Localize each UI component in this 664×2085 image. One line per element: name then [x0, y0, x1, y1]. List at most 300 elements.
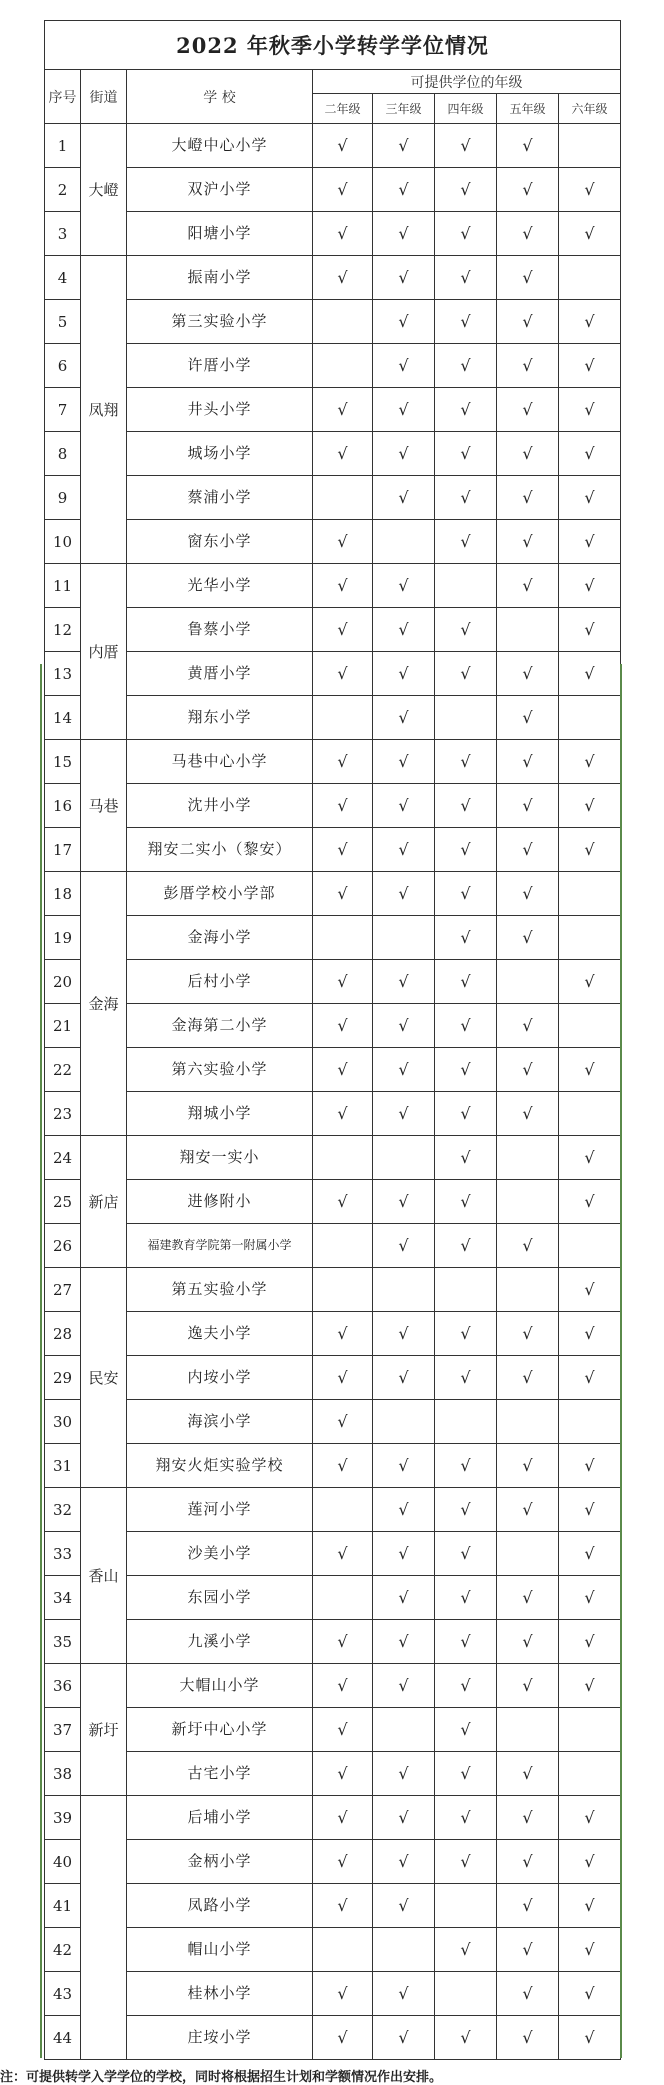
- grade-3-cell: [373, 1356, 435, 1400]
- grade-6-cell: [559, 652, 621, 696]
- grade-5-cell: [497, 828, 559, 872]
- check-mark-icon: √: [522, 224, 533, 243]
- grade-6-cell: [559, 168, 621, 212]
- grade-4-cell: [435, 1092, 497, 1136]
- grade-2-cell: [313, 696, 373, 740]
- school-seat-table-container: [44, 20, 620, 2060]
- check-mark-icon: √: [337, 400, 348, 419]
- grade-6-cell: [559, 1664, 621, 1708]
- grade-2-cell: [313, 1796, 373, 1840]
- school-name: 新圩中心小学: [127, 1708, 313, 1752]
- check-mark-icon: √: [337, 1456, 348, 1475]
- grade-6-cell: [559, 1092, 621, 1136]
- check-mark-icon: √: [337, 1720, 348, 1739]
- grade-4-cell: [435, 1136, 497, 1180]
- grade-4-cell: [435, 564, 497, 608]
- check-mark-icon: √: [522, 1060, 533, 1079]
- check-mark-icon: √: [337, 664, 348, 683]
- check-mark-icon: √: [460, 180, 471, 199]
- check-mark-icon: √: [522, 180, 533, 199]
- grade-2-cell: [313, 124, 373, 168]
- grade-6-cell: [559, 960, 621, 1004]
- grade-6-cell: [559, 388, 621, 432]
- check-mark-icon: √: [584, 2028, 595, 2047]
- grade-5-cell: [497, 1488, 559, 1532]
- row-number: 13: [45, 652, 81, 696]
- table-row: [45, 1444, 621, 1488]
- check-mark-icon: √: [584, 356, 595, 375]
- row-number: 8: [45, 432, 81, 476]
- table-row: [45, 168, 621, 212]
- grade-4-cell: [435, 696, 497, 740]
- grade-2-cell: [313, 1312, 373, 1356]
- row-number: 43: [45, 1972, 81, 2016]
- check-mark-icon: √: [522, 1808, 533, 1827]
- header-grades-group: 可提供学位的年级: [313, 70, 621, 94]
- grade-3-cell: [373, 388, 435, 432]
- table-row: [45, 344, 621, 388]
- grade-2-cell: [313, 1576, 373, 1620]
- row-number: 36: [45, 1664, 81, 1708]
- grade-5-cell: [497, 784, 559, 828]
- grade-2-cell: [313, 256, 373, 300]
- grade-5-cell: [497, 608, 559, 652]
- grade-6-cell: [559, 212, 621, 256]
- grade-5-cell: [497, 1884, 559, 1928]
- grade-4-cell: [435, 1796, 497, 1840]
- grade-5-cell: [497, 872, 559, 916]
- check-mark-icon: √: [522, 1500, 533, 1519]
- table-row: [45, 300, 621, 344]
- check-mark-icon: √: [584, 1192, 595, 1211]
- grade-2-cell: [313, 520, 373, 564]
- grade-5-cell: [497, 1400, 559, 1444]
- check-mark-icon: √: [398, 356, 409, 375]
- check-mark-icon: √: [460, 1456, 471, 1475]
- check-mark-icon: √: [398, 1764, 409, 1783]
- check-mark-icon: √: [398, 1192, 409, 1211]
- check-mark-icon: √: [398, 1368, 409, 1387]
- grade-6-cell: [559, 1400, 621, 1444]
- grade-4-cell: [435, 1004, 497, 1048]
- check-mark-icon: √: [522, 1368, 533, 1387]
- table-row: [45, 1972, 621, 2016]
- grade-6-cell: [559, 1004, 621, 1048]
- grade-5-cell: [497, 476, 559, 520]
- school-name: 窗东小学: [127, 520, 313, 564]
- table-row: [45, 1664, 621, 1708]
- grade-5-cell: [497, 1092, 559, 1136]
- table-row: [45, 1620, 621, 1664]
- grade-3-cell: [373, 1620, 435, 1664]
- school-name: 九溪小学: [127, 1620, 313, 1664]
- check-mark-icon: √: [522, 1588, 533, 1607]
- school-name: 后埔小学: [127, 1796, 313, 1840]
- check-mark-icon: √: [584, 796, 595, 815]
- grade-5-cell: [497, 300, 559, 344]
- check-mark-icon: √: [398, 664, 409, 683]
- grade-6-cell: [559, 1884, 621, 1928]
- grade-header-2: 二年级: [313, 94, 373, 124]
- grade-5-cell: [497, 1708, 559, 1752]
- grade-6-cell: [559, 1752, 621, 1796]
- grade-3-cell: [373, 168, 435, 212]
- row-number: 27: [45, 1268, 81, 1312]
- grade-4-cell: [435, 212, 497, 256]
- grade-3-cell: [373, 1972, 435, 2016]
- check-mark-icon: √: [398, 1060, 409, 1079]
- check-mark-icon: √: [460, 840, 471, 859]
- grade-2-cell: [313, 608, 373, 652]
- check-mark-icon: √: [522, 2028, 533, 2047]
- grade-4-cell: [435, 1664, 497, 1708]
- row-number: 19: [45, 916, 81, 960]
- school-name: 彭厝学校小学部: [127, 872, 313, 916]
- grade-5-cell: [497, 1180, 559, 1224]
- table-row: [45, 1180, 621, 1224]
- grade-6-cell: [559, 1268, 621, 1312]
- check-mark-icon: √: [398, 1544, 409, 1563]
- grade-3-cell: [373, 256, 435, 300]
- check-mark-icon: √: [522, 356, 533, 375]
- school-name: 蔡浦小学: [127, 476, 313, 520]
- row-number: 30: [45, 1400, 81, 1444]
- check-mark-icon: √: [337, 1852, 348, 1871]
- table-row: [45, 2016, 621, 2060]
- grade-4-cell: [435, 1224, 497, 1268]
- row-number: 21: [45, 1004, 81, 1048]
- grade-5-cell: [497, 1268, 559, 1312]
- table-row: [45, 388, 621, 432]
- check-mark-icon: √: [337, 1984, 348, 2003]
- table-row: [45, 1048, 621, 1092]
- grade-2-cell: [313, 212, 373, 256]
- row-number: 12: [45, 608, 81, 652]
- check-mark-icon: √: [398, 1236, 409, 1255]
- check-mark-icon: √: [398, 136, 409, 155]
- grade-2-cell: [313, 1400, 373, 1444]
- check-mark-icon: √: [522, 884, 533, 903]
- check-mark-icon: √: [584, 1324, 595, 1343]
- school-name: 海滨小学: [127, 1400, 313, 1444]
- row-number: 26: [45, 1224, 81, 1268]
- check-mark-icon: √: [460, 1852, 471, 1871]
- check-mark-icon: √: [584, 1544, 595, 1563]
- check-mark-icon: √: [460, 620, 471, 639]
- grade-4-cell: [435, 1532, 497, 1576]
- row-number: 41: [45, 1884, 81, 1928]
- school-name: 帽山小学: [127, 1928, 313, 1972]
- grade-2-cell: [313, 652, 373, 696]
- check-mark-icon: √: [584, 1808, 595, 1827]
- grade-5-cell: [497, 1224, 559, 1268]
- check-mark-icon: √: [522, 1764, 533, 1783]
- grade-header-4: 四年级: [435, 94, 497, 124]
- check-mark-icon: √: [522, 708, 533, 727]
- row-number: 4: [45, 256, 81, 300]
- table-row: [45, 1840, 621, 1884]
- check-mark-icon: √: [460, 356, 471, 375]
- grade-5-cell: [497, 740, 559, 784]
- check-mark-icon: √: [337, 1764, 348, 1783]
- grade-6-cell: [559, 608, 621, 652]
- grade-4-cell: [435, 388, 497, 432]
- check-mark-icon: √: [522, 1676, 533, 1695]
- school-name: 沈井小学: [127, 784, 313, 828]
- check-mark-icon: √: [398, 1324, 409, 1343]
- row-number: 38: [45, 1752, 81, 1796]
- grade-2-cell: [313, 740, 373, 784]
- table-row: [45, 1884, 621, 1928]
- grade-3-cell: [373, 344, 435, 388]
- check-mark-icon: √: [460, 1236, 471, 1255]
- check-mark-icon: √: [522, 1456, 533, 1475]
- check-mark-icon: √: [584, 1852, 595, 1871]
- table-row: [45, 1576, 621, 1620]
- school-name: 内垵小学: [127, 1356, 313, 1400]
- check-mark-icon: √: [337, 576, 348, 595]
- grade-5-cell: [497, 564, 559, 608]
- grade-2-cell: [313, 1444, 373, 1488]
- row-number: 28: [45, 1312, 81, 1356]
- check-mark-icon: √: [460, 1940, 471, 1959]
- grade-4-cell: [435, 1928, 497, 1972]
- check-mark-icon: √: [398, 972, 409, 991]
- grade-4-cell: [435, 828, 497, 872]
- check-mark-icon: √: [460, 1720, 471, 1739]
- check-mark-icon: √: [522, 576, 533, 595]
- check-mark-icon: √: [584, 1676, 595, 1695]
- grade-2-cell: [313, 1752, 373, 1796]
- school-name: 金海小学: [127, 916, 313, 960]
- grade-2-cell: [313, 2016, 373, 2060]
- row-number: 11: [45, 564, 81, 608]
- street-cell: 大嶝: [81, 124, 127, 256]
- grade-4-cell: [435, 740, 497, 784]
- table-row: [45, 1224, 621, 1268]
- check-mark-icon: √: [337, 1676, 348, 1695]
- check-mark-icon: √: [460, 2028, 471, 2047]
- grade-6-cell: [559, 696, 621, 740]
- check-mark-icon: √: [398, 268, 409, 287]
- check-mark-icon: √: [337, 1060, 348, 1079]
- check-mark-icon: √: [398, 312, 409, 331]
- check-mark-icon: √: [522, 1852, 533, 1871]
- grade-6-cell: [559, 300, 621, 344]
- grade-3-cell: [373, 300, 435, 344]
- check-mark-icon: √: [337, 1104, 348, 1123]
- row-number: 15: [45, 740, 81, 784]
- check-mark-icon: √: [398, 796, 409, 815]
- grade-3-cell: [373, 1576, 435, 1620]
- check-mark-icon: √: [460, 884, 471, 903]
- grade-header-3: 三年级: [373, 94, 435, 124]
- row-number: 33: [45, 1532, 81, 1576]
- row-number: 35: [45, 1620, 81, 1664]
- grade-2-cell: [313, 1136, 373, 1180]
- grade-5-cell: [497, 1004, 559, 1048]
- row-number: 1: [45, 124, 81, 168]
- grade-2-cell: [313, 1620, 373, 1664]
- check-mark-icon: √: [460, 400, 471, 419]
- grade-3-cell: [373, 1796, 435, 1840]
- grade-2-cell: [313, 872, 373, 916]
- row-number: 44: [45, 2016, 81, 2060]
- check-mark-icon: √: [584, 1280, 595, 1299]
- check-mark-icon: √: [337, 444, 348, 463]
- grade-2-cell: [313, 1884, 373, 1928]
- check-mark-icon: √: [337, 752, 348, 771]
- check-mark-icon: √: [460, 1764, 471, 1783]
- check-mark-icon: √: [337, 532, 348, 551]
- header-street: 街道: [81, 70, 127, 124]
- school-name: 振南小学: [127, 256, 313, 300]
- grade-3-cell: [373, 1664, 435, 1708]
- check-mark-icon: √: [398, 1456, 409, 1475]
- grade-4-cell: [435, 1048, 497, 1092]
- school-name: 金柄小学: [127, 1840, 313, 1884]
- check-mark-icon: √: [522, 1324, 533, 1343]
- grade-4-cell: [435, 1972, 497, 2016]
- grade-3-cell: [373, 608, 435, 652]
- check-mark-icon: √: [522, 136, 533, 155]
- check-mark-icon: √: [337, 2028, 348, 2047]
- check-mark-icon: √: [584, 400, 595, 419]
- check-mark-icon: √: [522, 1984, 533, 2003]
- grade-6-cell: [559, 828, 621, 872]
- check-mark-icon: √: [522, 1016, 533, 1035]
- grade-2-cell: [313, 1224, 373, 1268]
- grade-4-cell: [435, 476, 497, 520]
- table-row: [45, 652, 621, 696]
- grade-5-cell: [497, 256, 559, 300]
- grade-4-cell: [435, 1268, 497, 1312]
- check-mark-icon: √: [584, 1456, 595, 1475]
- check-mark-icon: √: [584, 444, 595, 463]
- grade-6-cell: [559, 1576, 621, 1620]
- grade-6-cell: [559, 1928, 621, 1972]
- row-number: 20: [45, 960, 81, 1004]
- check-mark-icon: √: [460, 444, 471, 463]
- check-mark-icon: √: [398, 1984, 409, 2003]
- grade-3-cell: [373, 520, 435, 564]
- check-mark-icon: √: [398, 1632, 409, 1651]
- grade-5-cell: [497, 1972, 559, 2016]
- row-number: 37: [45, 1708, 81, 1752]
- check-mark-icon: √: [460, 1588, 471, 1607]
- row-number: 42: [45, 1928, 81, 1972]
- row-number: 3: [45, 212, 81, 256]
- check-mark-icon: √: [460, 1368, 471, 1387]
- check-mark-icon: √: [460, 1016, 471, 1035]
- grade-2-cell: [313, 1048, 373, 1092]
- row-number: 6: [45, 344, 81, 388]
- grade-2-cell: [313, 916, 373, 960]
- footer-note: 注：可提供转学入学学位的学校，同时将根据招生计划和学额情况作出安排。: [0, 2070, 443, 2085]
- school-name: 庄垵小学: [127, 2016, 313, 2060]
- check-mark-icon: √: [398, 840, 409, 859]
- grade-5-cell: [497, 1620, 559, 1664]
- grade-5-cell: [497, 168, 559, 212]
- grade-3-cell: [373, 1268, 435, 1312]
- street-cell: 金海: [81, 872, 127, 1136]
- street-cell: 民安: [81, 1268, 127, 1488]
- check-mark-icon: √: [522, 268, 533, 287]
- check-mark-icon: √: [337, 1016, 348, 1035]
- grade-4-cell: [435, 784, 497, 828]
- grade-2-cell: [313, 432, 373, 476]
- grade-5-cell: [497, 1928, 559, 1972]
- row-number: 29: [45, 1356, 81, 1400]
- check-mark-icon: √: [337, 840, 348, 859]
- check-mark-icon: √: [522, 752, 533, 771]
- table-row: [45, 1356, 621, 1400]
- check-mark-icon: √: [337, 1632, 348, 1651]
- street-cell: 新店: [81, 1136, 127, 1268]
- check-mark-icon: √: [337, 224, 348, 243]
- grade-5-cell: [497, 432, 559, 476]
- check-mark-icon: √: [337, 136, 348, 155]
- grade-5-cell: [497, 1752, 559, 1796]
- grade-2-cell: [313, 564, 373, 608]
- street-cell: 内厝: [81, 564, 127, 740]
- check-mark-icon: √: [460, 1632, 471, 1651]
- check-mark-icon: √: [460, 752, 471, 771]
- grade-4-cell: [435, 300, 497, 344]
- grade-3-cell: [373, 564, 435, 608]
- check-mark-icon: √: [584, 224, 595, 243]
- grade-5-cell: [497, 1048, 559, 1092]
- grade-4-cell: [435, 652, 497, 696]
- table-row: [45, 1092, 621, 1136]
- grade-4-cell: [435, 1488, 497, 1532]
- check-mark-icon: √: [337, 972, 348, 991]
- grade-6-cell: [559, 476, 621, 520]
- grade-4-cell: [435, 344, 497, 388]
- street-cell: [81, 1796, 127, 2060]
- check-mark-icon: √: [522, 840, 533, 859]
- grade-2-cell: [313, 1180, 373, 1224]
- check-mark-icon: √: [398, 576, 409, 595]
- table-row: [45, 872, 621, 916]
- check-mark-icon: √: [460, 1808, 471, 1827]
- check-mark-icon: √: [460, 532, 471, 551]
- grade-4-cell: [435, 124, 497, 168]
- street-cell: 香山: [81, 1488, 127, 1664]
- check-mark-icon: √: [460, 268, 471, 287]
- grade-5-cell: [497, 1576, 559, 1620]
- row-number: 2: [45, 168, 81, 212]
- check-mark-icon: √: [584, 972, 595, 991]
- school-name: 福建教育学院第一附属小学: [127, 1224, 313, 1268]
- school-seat-table: [44, 20, 621, 2060]
- grade-6-cell: [559, 1840, 621, 1884]
- table-row: [45, 1268, 621, 1312]
- table-row: [45, 1004, 621, 1048]
- school-name: 东园小学: [127, 1576, 313, 1620]
- check-mark-icon: √: [522, 796, 533, 815]
- school-name: 逸夫小学: [127, 1312, 313, 1356]
- grade-5-cell: [497, 1136, 559, 1180]
- grade-5-cell: [497, 124, 559, 168]
- check-mark-icon: √: [584, 840, 595, 859]
- grade-4-cell: [435, 608, 497, 652]
- check-mark-icon: √: [398, 180, 409, 199]
- grade-5-cell: [497, 388, 559, 432]
- check-mark-icon: √: [584, 1588, 595, 1607]
- grade-3-cell: [373, 1488, 435, 1532]
- school-name: 沙美小学: [127, 1532, 313, 1576]
